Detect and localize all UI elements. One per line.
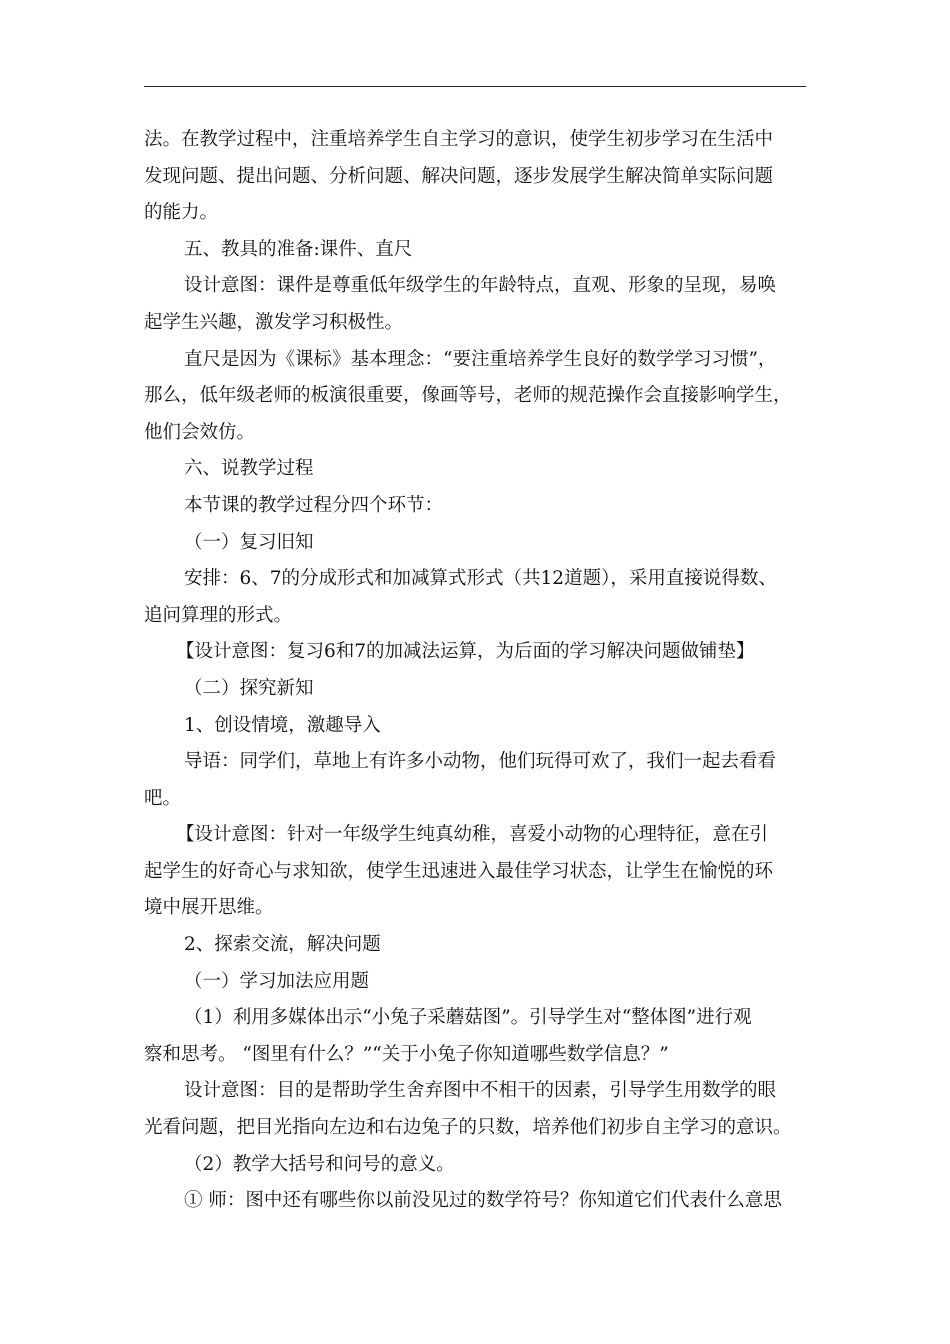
paragraph-line: （1）利用多媒体出示“小兔子采蘑菇图”。引导学生对“整体图”进行观 bbox=[184, 1007, 752, 1029]
paragraph-line: 起学生的好奇心与求知欲，使学生迅速进入最佳学习状态，让学生在愉悦的环 bbox=[144, 860, 774, 882]
design-intent-note: 【设计意图：复习6和7的加减法运算，为后面的学习解决问题做铺垫】 bbox=[176, 641, 755, 663]
subsection-heading: （一）学习加法应用题 bbox=[184, 970, 370, 992]
subsection-heading: （一）复习旧知 bbox=[184, 531, 314, 553]
paragraph-line: 起学生兴趣，激发学习积极性。 bbox=[144, 311, 404, 333]
paragraph-line: 那么，低年级老师的板演很重要，像画等号，老师的规范操作会直接影响学生， bbox=[144, 385, 792, 407]
paragraph-line: 发现问题、提出问题、分析问题、解决问题，逐步发展学生解决简单实际问题 bbox=[144, 165, 774, 187]
paragraph-line: 法。在教学过程中，注重培养学生自主学习的意识，使学生初步学习在生活中 bbox=[144, 129, 774, 150]
paragraph-line: 本节课的教学过程分四个环节： bbox=[184, 494, 444, 516]
step-heading: 2、探索交流，解决问题 bbox=[184, 934, 381, 956]
paragraph-line: （2）教学大括号和问号的意义。 bbox=[184, 1153, 455, 1175]
paragraph-line: 导语：同学们，草地上有许多小动物，他们玩得可欢了，我们一起去看看 bbox=[184, 751, 777, 773]
paragraph-line: ① 师：图中还有哪些你以前没见过的数学符号？你知道它们代表什么意思 bbox=[184, 1190, 782, 1212]
paragraph-line: 吧。 bbox=[144, 787, 182, 809]
paragraph-line: 的能力。 bbox=[144, 202, 219, 224]
paragraph-line: 追问算理的形式。 bbox=[144, 604, 293, 626]
paragraph-line: 光看问题，把目光指向左边和右边兔子的只数，培养他们初步自主学习的意识。 bbox=[144, 1117, 792, 1139]
paragraph-line: 他们会效仿。 bbox=[144, 421, 256, 443]
paragraph-line: 安排：6、7的分成形式和加减算式形式（共12道题），采用直接说得数、 bbox=[184, 568, 777, 590]
paragraph-line: 设计意图：目的是帮助学生舍弃图中不相干的因素，引导学生用数学的眼 bbox=[184, 1080, 777, 1102]
header-rule bbox=[144, 86, 806, 87]
document-body bbox=[144, 122, 806, 1220]
paragraph-line: 设计意图：课件是尊重低年级学生的年龄特点，直观、形象的呈现，易唤 bbox=[184, 275, 777, 297]
step-heading: 1、创设情境，激趣导入 bbox=[184, 714, 381, 736]
paragraph-line: 察和思考。 “图里有什么？”“关于小兔子你知道哪些数学信息？” bbox=[144, 1043, 669, 1065]
subsection-heading: （二）探究新知 bbox=[184, 677, 314, 699]
section-heading: 六、说教学过程 bbox=[184, 458, 314, 480]
paragraph-line: 境中展开思维。 bbox=[144, 897, 274, 919]
section-heading: 五、教具的准备:课件、直尺 bbox=[184, 238, 413, 260]
paragraph-line: 直尺是因为《课标》基本理念：“要注重培养学生良好的数学学习习惯”， bbox=[184, 348, 777, 370]
design-intent-note: 【设计意图：针对一年级学生纯真幼稚，喜爱小动物的心理特征，意在引 bbox=[176, 824, 769, 846]
